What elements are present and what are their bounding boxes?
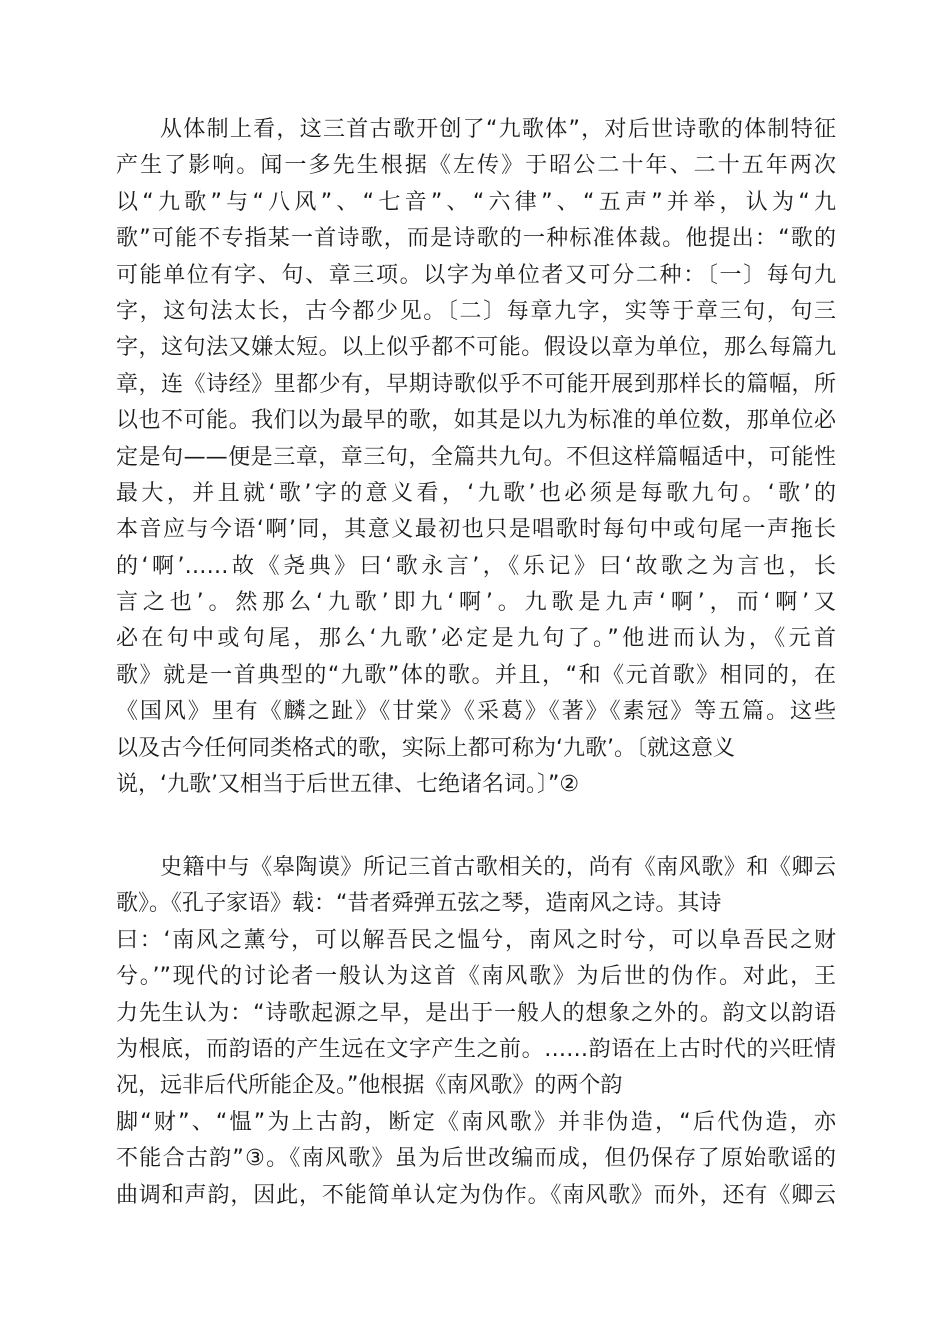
text-line: 《国风》里有《麟之趾》《甘棠》《采葛》《著》《素冠》等五篇。这些 bbox=[116, 699, 836, 725]
text-line: 字，这句法又嫌太短。以上似乎都不可能。假设以章为单位，那么每篇九 bbox=[116, 335, 836, 361]
text-line: 脚“财”、“愠”为上古韵，断定《南风歌》并非伪造，“后代伪造，亦 bbox=[116, 1109, 836, 1135]
paragraph-2 bbox=[116, 850, 836, 1214]
text-line: 以也不可能。我们以为最早的歌，如其是以九为标准的单位数，那单位必 bbox=[116, 408, 836, 434]
text-line: 可能单位有字、句、章三项。以字为单位者又可分二种：〔一〕每句九 bbox=[116, 262, 836, 288]
text-line: 为根底，而韵语的产生远在文字产生之前。……韵语在上古时代的兴旺情 bbox=[116, 1036, 836, 1062]
text-line: 歌》。《孔子家语》载：“昔者舜弹五弦之琴，造南风之诗。其诗 bbox=[116, 891, 722, 917]
text-line: 史籍中与《皋陶谟》所记三首古歌相关的，尚有《南风歌》和《卿云 bbox=[160, 855, 836, 880]
text-line: 字，这句法太长，古今都少见。〔二〕每章九字，实等于章三句，句三 bbox=[116, 298, 836, 324]
text-line: 以“九歌”与“八风”、“七音”、“六律”、“五声”并举，认为“九 bbox=[116, 189, 836, 215]
text-line: 不能合古韵”③。《南风歌》虽为后世改编而成，但仍保存了原始歌谣的 bbox=[116, 1146, 836, 1172]
text-line: 言之也’。然那么‘九歌’即九‘啊’。九歌是九声‘啊’，而‘啊’又 bbox=[116, 590, 836, 616]
text-line: 曰：‘南风之薰兮，可以解吾民之愠兮，南风之时兮，可以阜吾民之财 bbox=[116, 927, 836, 953]
text-line: 兮。’”现代的讨论者一般认为这首《南风歌》为后世的伪作。对此，王 bbox=[116, 964, 836, 990]
text-line: 定是句——便是三章，章三句，全篇共九句。不但这样篇幅适中，可能性 bbox=[116, 444, 836, 470]
text-line: 况，远非后代所能企及。”他根据《南风歌》的两个韵 bbox=[116, 1073, 623, 1099]
text-line: 必在句中或句尾，那么‘九歌’必定是九句了。”他进而认为，《元首 bbox=[116, 626, 836, 652]
text-line: 本音应与今语‘啊’同，其意义最初也只是唱歌时每句中或句尾一声拖长 bbox=[116, 517, 836, 543]
text-line: 曲调和声韵，因此，不能简单认定为伪作。《南风歌》而外，还有《卿云 bbox=[116, 1182, 836, 1208]
text-line: 最大，并且就‘歌’字的意义看，‘九歌’也必须是每歌九句。‘歌’的 bbox=[116, 480, 836, 506]
text-line: 歌》就是一首典型的“九歌”体的歌。并且，“和《元首歌》相同的，在 bbox=[116, 662, 836, 688]
text-line: 从体制上看，这三首古歌开创了“九歌体”，对后世诗歌的体制特征 bbox=[160, 117, 836, 142]
text-line: 力先生认为：“诗歌起源之早，是出于一般人的想象之外的。韵文以韵语 bbox=[116, 1000, 836, 1026]
text-line: 产生了影响。闻一多先生根据《左传》于昭公二十年、二十五年两次 bbox=[116, 153, 836, 179]
text-line: 说，‘九歌’又相当于后世五律、七绝诸名词。〕”② bbox=[116, 772, 580, 798]
text-line: 以及古今任何同类格式的歌，实际上都可称为‘九歌’。〔就这意义 bbox=[116, 735, 735, 761]
text-line: 歌”可能不专指某一首诗歌，而是诗歌的一种标准体裁。他提出：“歌的 bbox=[116, 226, 836, 252]
text-line: 章，连《诗经》里都少有，早期诗歌似乎不可能开展到那样长的篇幅，所 bbox=[116, 371, 836, 397]
paragraph-1 bbox=[116, 112, 836, 803]
text-line: 的‘啊’……故《尧典》曰‘歌永言’，《乐记》曰‘故歌之为言也，长 bbox=[116, 553, 836, 579]
